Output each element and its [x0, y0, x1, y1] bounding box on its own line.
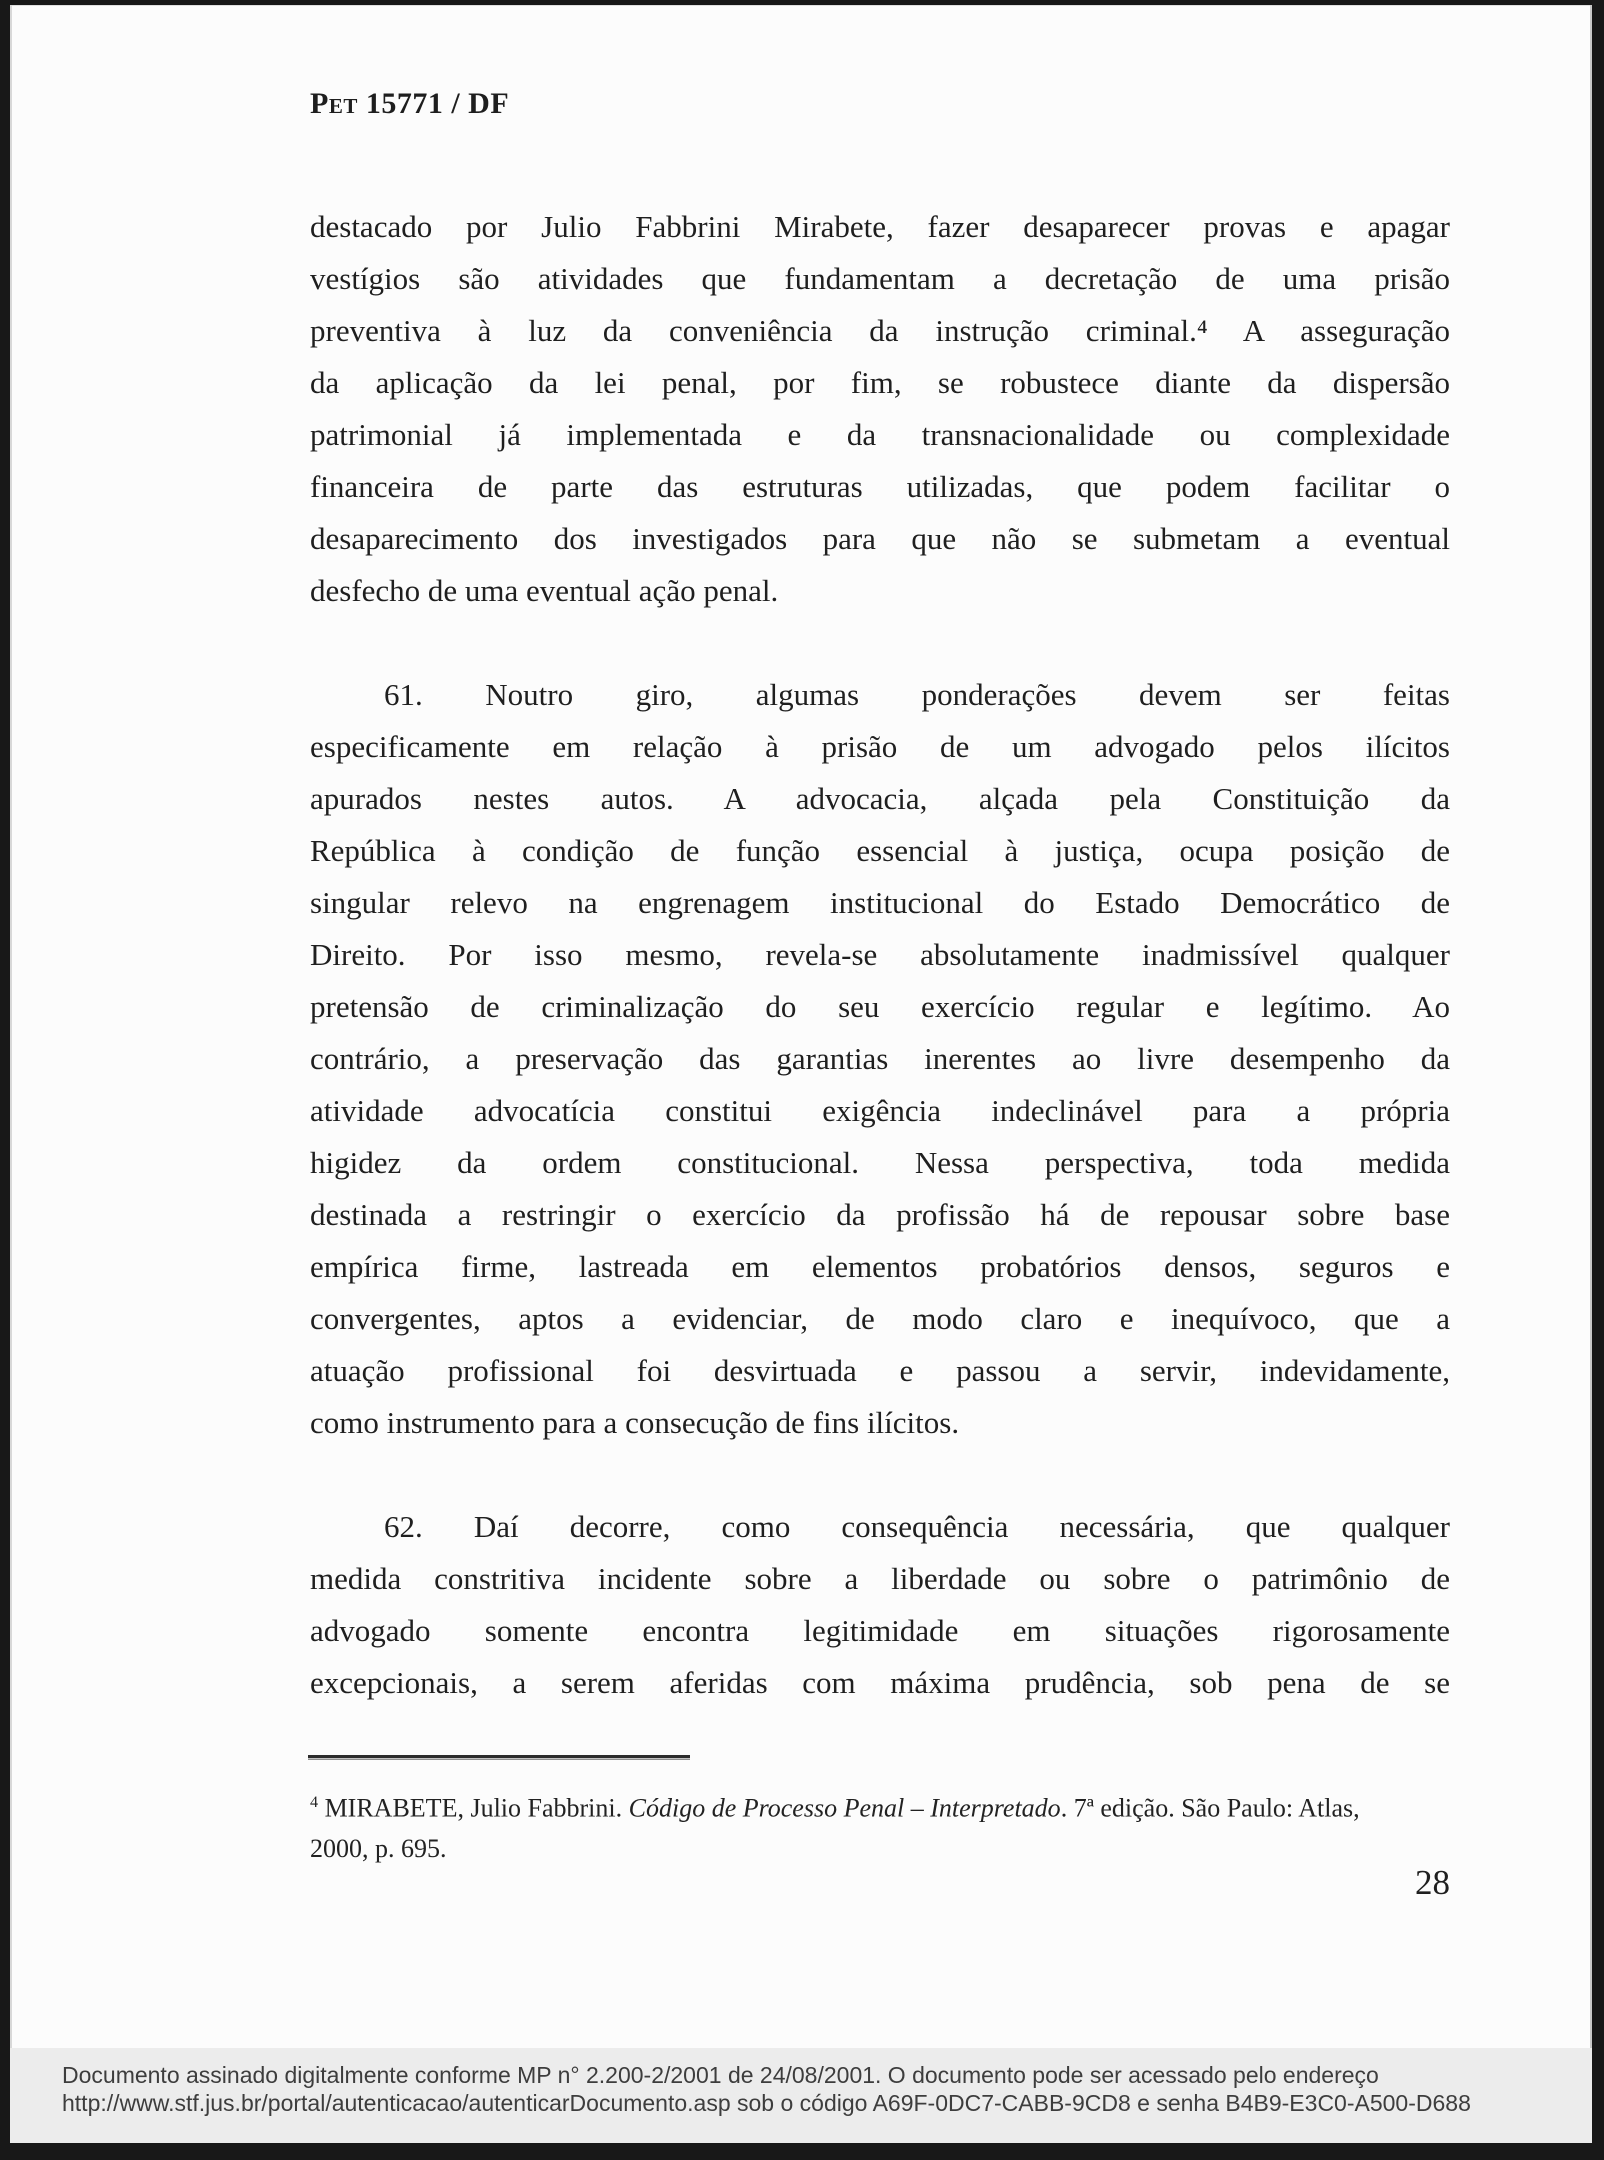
- text-line: 62. Daí decorre, como consequência necessária, que qualquer: [384, 1509, 1450, 1544]
- text-line: advogado somente encontra legitimidade em situações rigorosamente: [310, 1613, 1450, 1648]
- footer-line-2: http://www.stf.jus.br/portal/autenticacao/autenticarDocumento.asp sob o código A69F-0DC7-CABB-9CD8 e senha B4B9-E3C0-A500-D688: [62, 2090, 1471, 2116]
- text-line: desaparecimento dos investigados para que não se submetam a eventual: [310, 521, 1450, 556]
- text-line: contrário, a preservação das garantias inerentes ao livre desempenho da: [310, 1041, 1450, 1076]
- text-line: higidez da ordem constitucional. Nessa perspectiva, toda medida: [310, 1145, 1450, 1180]
- footnote-line: 2000, p. 695.: [310, 1833, 447, 1863]
- signature-footer: [10, 2048, 1592, 2143]
- text-line: atividade advocatícia constitui exigência indeclinável para a própria: [310, 1093, 1450, 1128]
- text-line: apurados nestes autos. A advocacia, alçada pela Constituição da: [310, 781, 1450, 816]
- paragraph: [310, 201, 1450, 617]
- text-line: patrimonial já implementada e da transnacionalidade ou complexidade: [310, 417, 1450, 452]
- text-line: destinada a restringir o exercício da profissão há de repousar sobre base: [310, 1197, 1450, 1232]
- text-line: República à condição de função essencial à justiça, ocupa posição de: [310, 833, 1450, 868]
- text-line: vestígios são atividades que fundamentam a decretação de uma prisão: [310, 261, 1450, 296]
- document-page: [10, 5, 1592, 2143]
- text-line: empírica firme, lastreada em elementos probatórios densos, seguros e: [310, 1249, 1450, 1284]
- paragraph: [310, 669, 1450, 1449]
- text-line: 61. Noutro giro, algumas ponderações devem ser feitas: [384, 677, 1450, 712]
- text-line: destacado por Julio Fabbrini Mirabete, fazer desaparecer provas e apagar: [310, 209, 1450, 244]
- text-line: excepcionais, a serem aferidas com máxima prudência, sob pena de se: [310, 1665, 1450, 1700]
- text-line: financeira de parte das estruturas utilizadas, que podem facilitar o: [310, 469, 1450, 504]
- text-line: preventiva à luz da conveniência da instrução criminal.⁴ A asseguração: [310, 313, 1450, 348]
- text-line: convergentes, aptos a evidenciar, de modo claro e inequívoco, que a: [310, 1301, 1450, 1336]
- text-line: Direito. Por isso mesmo, revela-se absolutamente inadmissível qualquer: [310, 937, 1450, 972]
- case-number: Pet 15771 / DF: [310, 87, 510, 120]
- footnote-line: $^4$ MIRABETE, Julio Fabbrini. Código de Processo Penal – Interpretado. 7ª edição. São Paulo: Atlas,: [310, 1793, 1360, 1823]
- text-line: especificamente em relação à prisão de um advogado pelos ilícitos: [310, 729, 1450, 764]
- footnote: [310, 1783, 1460, 1869]
- text-line: atuação profissional foi desvirtuada e passou a servir, indevidamente,: [310, 1353, 1450, 1388]
- text-line: como instrumento para a consecução de fins ilícitos.: [310, 1405, 960, 1440]
- body-text: [310, 201, 1450, 1709]
- text-line: da aplicação da lei penal, por fim, se robustece diante da dispersão: [310, 365, 1450, 400]
- footer-line-1: Documento assinado digitalmente conforme MP n° 2.200-2/2001 de 24/08/2001. O documento pode ser acessado pelo endereço: [62, 2062, 1379, 2088]
- text-line: pretensão de criminalização do seu exercício regular e legítimo. Ao: [310, 989, 1450, 1024]
- footnote-divider: [308, 1755, 690, 1760]
- text-line: singular relevo na engrenagem institucional do Estado Democrático de: [310, 885, 1450, 920]
- page-number: 28: [1415, 1863, 1450, 1902]
- paragraph: [310, 1501, 1450, 1709]
- text-line: desfecho de uma eventual ação penal.: [310, 573, 779, 608]
- text-line: medida constritiva incidente sobre a liberdade ou sobre o patrimônio de: [310, 1561, 1450, 1596]
